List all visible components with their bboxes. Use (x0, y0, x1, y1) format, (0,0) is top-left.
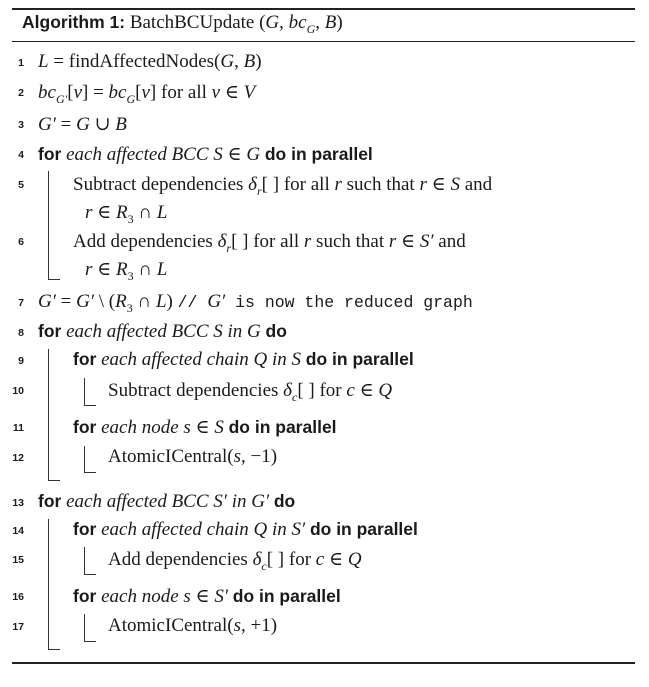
line-text: G′ = G ∪ B (38, 114, 127, 135)
line-text: $bc_{G'}[v] = bc_G[v]$ for all v ∈ V (38, 82, 256, 106)
line-text: G′ = G′ \ ($R_3$ ∩ L) // G′ is now the reduced graph (38, 291, 473, 315)
line-number: 14 (12, 525, 24, 537)
block-foot (48, 480, 60, 481)
line-text: L = findAffectedNodes(G, B) (38, 51, 262, 72)
line-text: for each node s ∈ S′ do in parallel (73, 586, 341, 607)
line-number: 5 (18, 179, 24, 191)
line-text-continued: r ∈ $R_3$ ∩ L (85, 259, 168, 283)
line-text: AtomicICentral(s, +1) (108, 615, 278, 636)
block-bar (84, 614, 85, 641)
line-number: 1 (18, 57, 24, 69)
line-number: 2 (18, 87, 24, 99)
line-text: Add dependencies $\delta_r$[ ] for all r such that r ∈ S′ and (73, 231, 466, 255)
line-text: for each node s ∈ S do in parallel (73, 417, 337, 438)
block-foot (84, 405, 96, 406)
block-bar (48, 349, 49, 480)
line-number: 7 (18, 297, 24, 309)
line-text-continued: r ∈ $R_3$ ∩ L (85, 202, 168, 226)
header-rule (12, 41, 635, 42)
block-foot (84, 472, 96, 473)
block-bar (84, 547, 85, 574)
line-number: 6 (18, 236, 24, 248)
line-text: Add dependencies $\delta_c$[ ] for c ∈ Q (108, 549, 362, 573)
block-foot (84, 574, 96, 575)
block-bar (48, 171, 49, 279)
line-number: 16 (12, 591, 24, 603)
line-text: for each affected chain Q in S do in parallel (73, 349, 414, 370)
line-text: AtomicICentral(s, −1) (108, 446, 278, 467)
line-text: for each affected BCC S in G do (38, 321, 287, 342)
block-foot (48, 279, 60, 280)
line-text: for each affected BCC S′ in G′ do (38, 491, 296, 512)
line-text: for each affected chain Q in S′ do in parallel (73, 519, 418, 540)
bottom-rule (12, 662, 635, 664)
algorithm-label: Algorithm 1: (22, 12, 126, 32)
line-text: Subtract dependencies $\delta_c$[ ] for c ∈ Q (108, 380, 393, 404)
algorithm-header (22, 12, 343, 37)
line-number: 11 (12, 422, 24, 434)
block-bar (84, 446, 85, 472)
block-foot (84, 641, 96, 642)
line-number: 3 (18, 119, 24, 131)
block-foot (48, 649, 60, 650)
block-bar (84, 378, 85, 405)
top-rule (12, 8, 635, 10)
line-text: for each affected BCC S ∈ G do in parallel (38, 144, 373, 165)
line-number: 9 (18, 355, 24, 367)
block-bar (48, 519, 49, 649)
line-number: 4 (18, 149, 24, 161)
algorithm-name: BatchBCUpdate (G, $bc_G$, B) (129, 12, 343, 36)
line-number: 13 (12, 497, 24, 509)
line-text: Subtract dependencies $\delta_r$[ ] for all r such that r ∈ S and (73, 174, 493, 198)
line-number: 10 (12, 385, 24, 397)
line-number: 12 (12, 452, 24, 464)
line-number: 17 (12, 621, 24, 633)
line-number: 8 (18, 327, 24, 339)
line-number: 15 (12, 554, 24, 566)
